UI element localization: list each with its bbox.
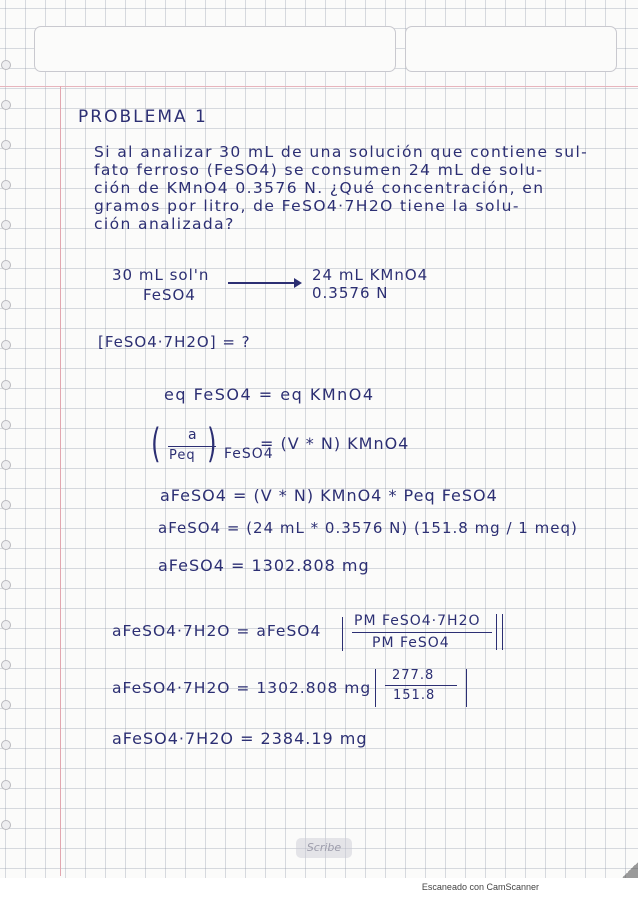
equation-6-numerator: PM FeSO4·7H2O [354, 613, 481, 629]
equation-5: aFeSO4 = 1302.808 mg [158, 556, 370, 575]
paren-open-icon: ( [151, 421, 161, 467]
statement-line-4: gramos por litro, de FeSO4·7H2O tiene la solu- [94, 197, 520, 215]
left-margin-line [60, 86, 61, 876]
scanner-credit: Escaneado con CamScanner [421, 882, 539, 892]
equation-2-denominator: Peq [169, 448, 196, 463]
equation-2-rhs: = (V * N) KMnO4 [260, 434, 410, 453]
footer-bar [0, 878, 638, 897]
scheme-left-volume: 30 mL sol'n [112, 266, 210, 284]
equation-8-result: aFeSO4·7H2O = 2384.19 mg [112, 729, 368, 748]
equation-6-denominator: PM FeSO4 [372, 635, 450, 651]
equation-3: aFeSO4 = (V * N) KMnO4 * Peq FeSO4 [160, 486, 498, 505]
bracket-bar [502, 614, 503, 650]
top-margin-line [0, 86, 638, 87]
equation-6-lhs: aFeSO4·7H2O = aFeSO4 [112, 622, 322, 640]
bracket-bar [496, 614, 497, 650]
statement-line-5: ción analizada? [94, 215, 235, 233]
equation-1: eq FeSO4 = eq KMnO4 [164, 385, 375, 404]
fraction-bar [385, 685, 457, 686]
equation-7-numerator: 277.8 [392, 668, 435, 683]
bracket-bar [342, 617, 343, 651]
fraction-bar [352, 632, 492, 633]
statement-line-1: Si al analizar 30 mL de una solución que contiene sul- [94, 143, 589, 161]
equation-2-numerator: a [188, 427, 198, 443]
bracket-bar [466, 669, 467, 707]
paren-close-icon: ) [207, 421, 217, 467]
scribe-logo: Scribe [296, 838, 352, 858]
scheme-right-normality: 0.3576 N [312, 284, 389, 302]
statement-line-2: fato ferroso (FeSO4) se consumen 24 mL de solu- [94, 161, 544, 179]
question-line: [FeSO4·7H2O] = ? [98, 333, 251, 351]
equation-2-subscript: FeSO4 [224, 446, 274, 462]
header-field-left [34, 26, 396, 72]
header-field-right [405, 26, 617, 72]
equation-7-lhs: aFeSO4·7H2O = 1302.808 mg [112, 679, 372, 697]
spiral-binding [0, 40, 10, 860]
equation-4: aFeSO4 = (24 mL * 0.3576 N) (151.8 mg / 1 meq) [158, 519, 578, 537]
scheme-right-volume: 24 mL KMnO4 [312, 266, 429, 284]
equation-7-denominator: 151.8 [393, 688, 436, 703]
scheme-arrow-icon [228, 282, 300, 284]
bracket-bar [375, 669, 376, 707]
problem-title: PROBLEMA 1 [78, 107, 208, 127]
statement-line-3: ción de KMnO4 0.3576 N. ¿Qué concentración, en [94, 179, 545, 197]
scheme-left-species: FeSO4 [143, 286, 196, 304]
